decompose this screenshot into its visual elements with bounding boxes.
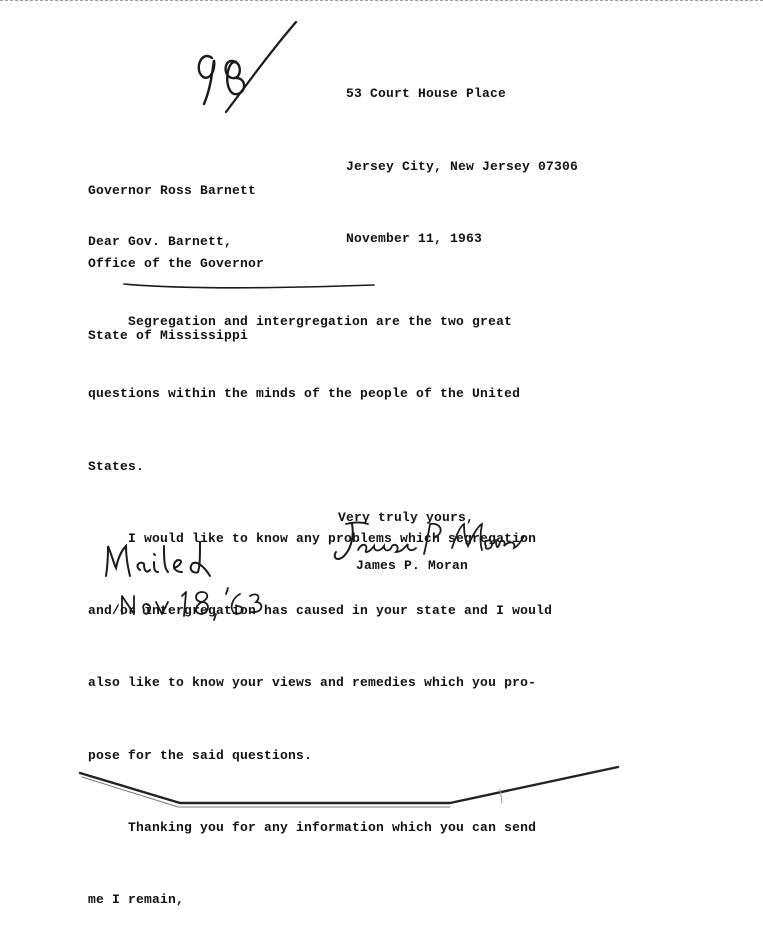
handwritten-mailed-note: [100, 536, 220, 586]
page-top-edge: [0, 0, 763, 1]
body-line: questions within the minds of the people of the United: [88, 386, 521, 402]
recipient-state: State of Mississippi: [88, 328, 249, 343]
sender-street: 53 Court House Place: [346, 86, 507, 101]
recipient-office: Office of the Governor: [88, 255, 265, 271]
recipient-name: Governor Ross Barnett: [88, 183, 257, 198]
body-line: pose for the said questions.: [88, 747, 313, 763]
salutation: Dear Gov. Barnett,: [88, 234, 233, 249]
closing: Very truly yours,: [338, 510, 475, 525]
sender-address: [346, 34, 578, 276]
typed-signer-name: James P. Moran: [356, 558, 469, 573]
body-line: I would like to know any problems which segregation: [88, 530, 537, 546]
sender-city: Jersey City, New Jersey 07306: [346, 158, 579, 174]
body-line: also like to know your views and remedies which you pro-: [88, 675, 537, 691]
handwritten-mailed-date: [118, 584, 268, 624]
handwritten-underline: [120, 278, 380, 292]
body-line: Segregation and intergregation are the two great: [88, 314, 513, 329]
body-line: me I remain,: [88, 892, 185, 908]
letter-date: November 11, 1963: [346, 231, 483, 246]
page-bottom-edge: [70, 755, 630, 815]
body-line: States.: [88, 458, 145, 474]
body-line: Thanking you for any information which you can send: [88, 820, 537, 836]
handwritten-file-mark: [190, 20, 305, 120]
body-line: and/or intergregation has caused in your state and I would: [88, 603, 553, 619]
